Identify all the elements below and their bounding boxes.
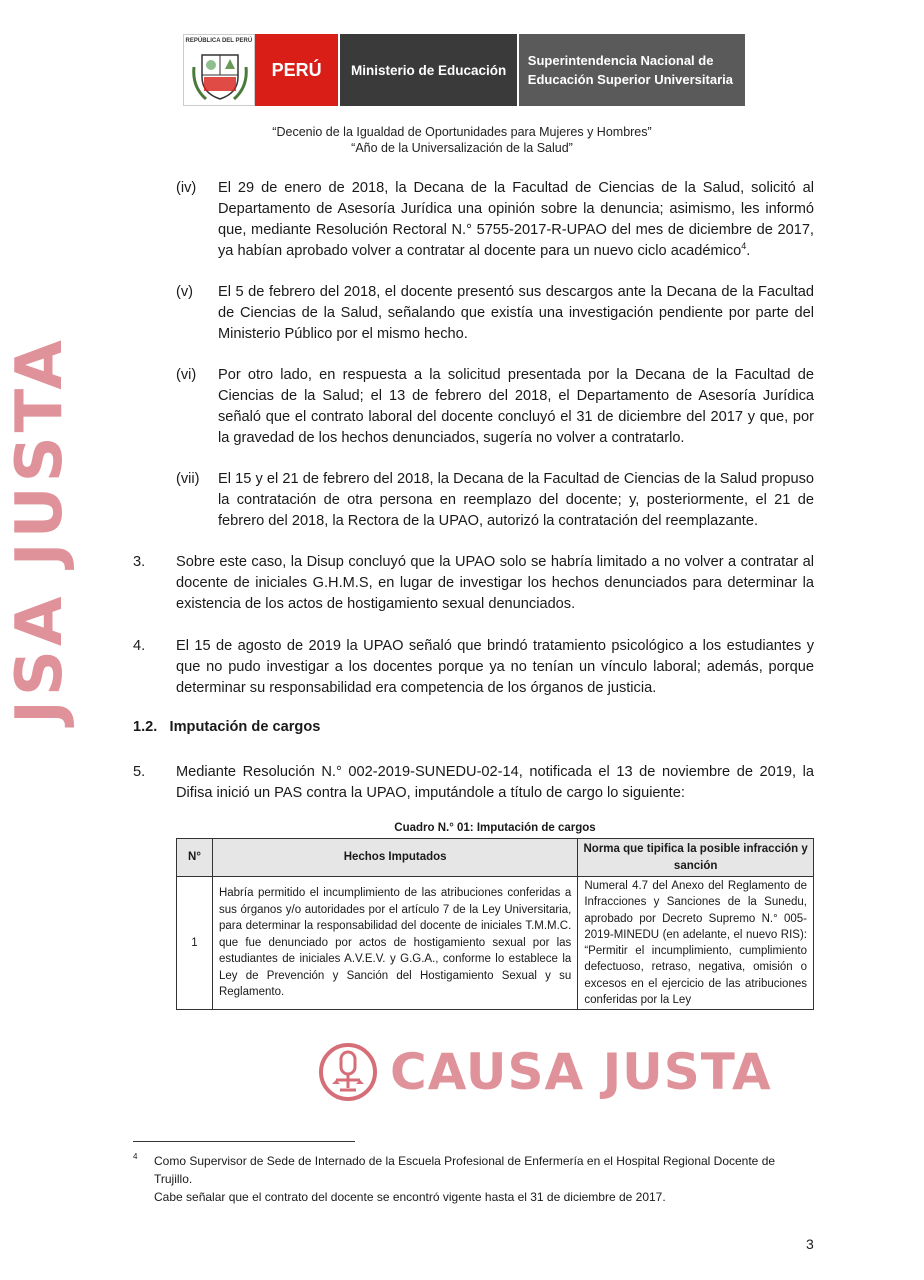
column-header: Norma que tipifica la posible infracción y sanción — [578, 839, 814, 877]
section-heading — [133, 719, 320, 735]
item-text: El 5 de febrero del 2018, el docente presentó sus descargos ante la Decana de la Facultad de Ciencias de la Salud, señalando que existía una investigación pendiente por parte del Ministerio Público por el mismo hecho. — [218, 284, 814, 342]
footnote-divider — [133, 1141, 355, 1142]
footnote — [154, 1152, 814, 1206]
column-header: N° — [177, 839, 213, 877]
regulation-cell: Numeral 4.7 del Anexo del Reglamento de Infracciones y Sanciones de la Sunedu, aprobado por Decreto Supremo N.° 005-2019-MINEDU (en adelante, el nuevo RIS): “Permitir el incumplimiento, cumplimiento defectuoso, retraso, negativa, omisión o excesos en el ejercicio de las atribuciones conferidas por la Ley — [578, 877, 814, 1010]
charges-table — [176, 838, 814, 1010]
table-row — [177, 877, 814, 1010]
item-label: (v) — [176, 284, 194, 300]
table-header-row — [177, 839, 814, 877]
item-label: (iv) — [176, 180, 197, 196]
microphone-scales-icon — [318, 1042, 378, 1102]
national-crest — [183, 34, 255, 106]
footnote-mark: 4 — [133, 1152, 138, 1161]
point-text: Mediante Resolución N.° 002-2019-SUNEDU-02-14, notificada el 13 de noviembre de 2019, la Difisa inició un PAS contra la UPAO, imputándole a título de cargo lo siguiente: — [176, 764, 814, 801]
page-number: 3 — [806, 1236, 814, 1252]
motto-decade: “Decenio de la Igualdad de Oportunidades para Mujeres y Hombres” — [272, 125, 652, 139]
section-title: Imputación de cargos — [169, 719, 321, 735]
footnote-ref[interactable]: 4 — [741, 241, 747, 252]
country-label: PERÚ — [255, 34, 339, 106]
official-mottos — [0, 124, 924, 156]
motto-year: “Año de la Universalización de la Salud” — [351, 141, 573, 155]
item-label: (vii) — [176, 471, 200, 487]
agency-line-2: Educación Superior Universitaria — [527, 72, 733, 87]
item-text: El 15 y el 21 de febrero del 2018, la Decana de la Facultad de Ciencias de la Salud propuso la contratación de otra persona en reemplazo del docente; y, posteriormente, el 21 de febrero del 2018, la Rectora de la UPAO, autorizó la contratación del reemplazante. — [218, 471, 814, 529]
footnote-line: Cabe señalar que el contrato del docente se encontró vigente hasta el 31 de diciembre de 2017. — [154, 1190, 666, 1204]
point-number: 4. — [133, 638, 146, 654]
crest-label: REPÚBLICA DEL PERÚ — [185, 38, 253, 44]
agency-line-1: Superintendencia Nacional de — [527, 53, 714, 68]
agency-label — [517, 34, 745, 106]
table-caption: Cuadro N.° 01: Imputación de cargos — [394, 822, 596, 834]
footnote-line: Como Supervisor de Sede de Internado de la Escuela Profesional de Enfermería en el Hospital Regional Docente de Trujillo. — [154, 1154, 776, 1186]
coat-of-arms-icon — [192, 47, 248, 103]
watermark-text: CAUSA JUSTA — [390, 1043, 772, 1101]
letterhead — [183, 34, 745, 106]
point-text: Sobre este caso, la Disup concluyó que la UPAO solo se habría limitado a no volver a contratar al docente de iniciales G.H.M.S, en lugar de investigar los hechos denunciados para determinar la existencia de los actos de hostigamiento sexual denunciados. — [176, 554, 814, 612]
item-text — [218, 178, 814, 262]
row-number: 1 — [177, 877, 213, 1010]
section-number: 1.2. — [133, 719, 158, 735]
bottom-watermark — [318, 1040, 772, 1104]
imputed-facts-cell: Habría permitido el incumplimiento de las atribuciones conferidas a sus órganos y/o autoridades por el artículo 7 de la Ley Universitaria, para determinar la responsabilidad del docente de iniciales T.M.M.C. que fue denunciado por actos de hostigamiento sexual por las estudiantes de iniciales A.V.E.V. y G.G.A., conforme lo establece la Ley de Prevención y Sanción del Hostigamiento Sexual y su Reglamento. — [212, 877, 577, 1010]
point-number: 5. — [133, 764, 146, 780]
point-text: El 15 de agosto de 2019 la UPAO señaló que brindó tratamiento psicológico a los estudiantes y que no pudo investigar a los docentes porque ya no tenían un vínculo laboral; además, porque determinar su responsabilidad era competencia de los órganos de justicia. — [176, 638, 814, 696]
point-number: 3. — [133, 554, 146, 570]
ministry-label: Ministerio de Educación — [338, 34, 516, 106]
column-header: Hechos Imputados — [212, 839, 577, 877]
item-label: (vi) — [176, 367, 197, 383]
item-end: . — [746, 243, 751, 259]
item-body: El 29 de enero de 2018, la Decana de la Facultad de Ciencias de la Salud, solicitó al Departamento de Asesoría Jurídica una opinión sobre la denuncia; asimismo, les informó que, mediante Resolución Rectoral N.° 5755-2017-R-UPAO del mes de diciembre de 2017, ya habían aprobado volver a contratar al docente para un nuevo ciclo académico — [218, 180, 814, 259]
vertical-watermark: JSA JUSTA — [3, 336, 77, 724]
item-text: Por otro lado, en respuesta a la solicitud presentada por la Decana de la Facultad de Ciencias de la Salud; el 13 de febrero del 2018, el Departamento de Asesoría Jurídica señaló que el contrato laboral del docente concluyó el 31 de diciembre del 2017 y que, por la gravedad de los hechos denunciados, sugería no volver a contratarlo. — [218, 367, 814, 446]
